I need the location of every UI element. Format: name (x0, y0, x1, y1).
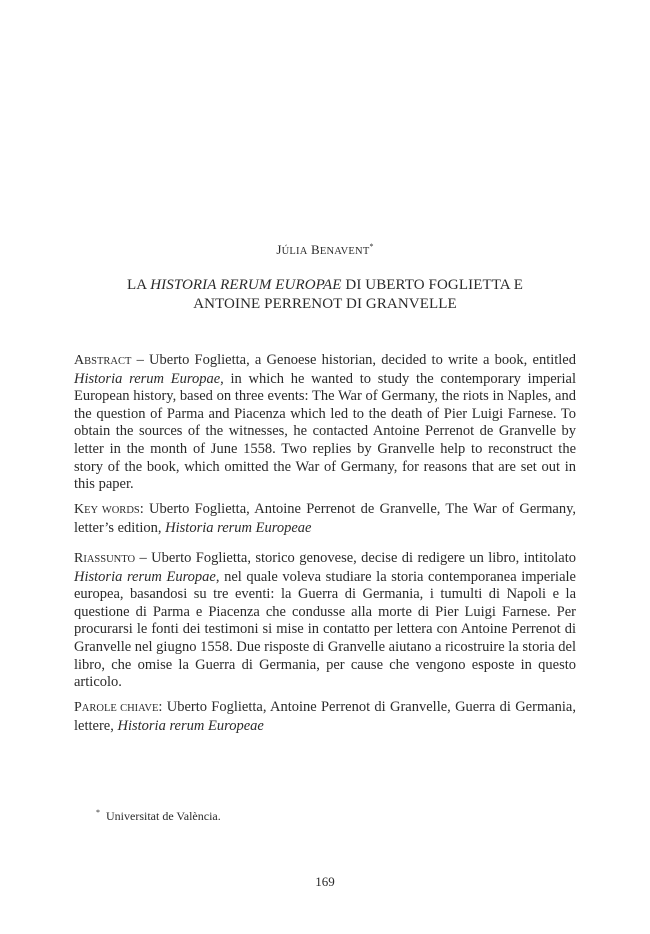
keywords-paragraph: KEY WORDS: Uberto Foglietta, Antoine Perrenot de Granvelle, The War of Germany, letter’s edition, Historia rerum Europeae (74, 501, 577, 536)
riassunto-paragraph: RIASSUNTO – Uberto Foglietta, storico genovese, decise di redigere un libro, intitolato Historia rerum Europae, nel quale voleva studiare la storia contemporanea imperiale europea, basandosi su tre eventi: la Guerra di Germania, i tumulti di Napoli e la questione di Parma e Piacenza che condusse alla morte di Pier Luigi Farnese. Per procurarsi le fonti dei testimoni si mise in contatto per lettera con Antoine Perrenot di Granvelle nel giugno 1558. Due risposte di Granvelle aiutano a ricostruire la storia del libro, che omise la Guerra di Germania, per cause che vengono esposte in questo articolo. (74, 550, 576, 691)
page-number: 169 (315, 874, 335, 889)
footnote-marker: * (96, 808, 100, 817)
abstract-paragraph: ABSTRACT – Uberto Foglietta, a Genoese historian, decided to write a book, entitled Historia rerum Europae, in which he wanted to study the contemporary imperial European history, based on three events: The War of Germany, the riots in Naples, and the question of Parma and Piacenza which led to the death of Pier Luigi Farnese. To obtain the sources of the witnesses, he contacted Antoine Perrenot de Granvelle by letter in the month of June 1558. Two replies by Granvelle help to reconstruct the story of the book, which omitted the War of Germany, for reasons that are set out in this paper. (74, 352, 576, 493)
parole-chiave-label: PAROLE CHIAVE (74, 700, 159, 715)
riassunto-label: RIASSUNTO (74, 551, 136, 566)
parole-chiave-paragraph: PAROLE CHIAVE: Uberto Foglietta, Antoine Perrenot di Granvelle, Guerra di Germania, lettere, Historia rerum Europeae (74, 699, 576, 734)
author-name: JÚLIA BENAVENT* (276, 242, 374, 257)
paper-title (80, 276, 570, 314)
footnote (96, 808, 221, 824)
author-footnote-marker: * (369, 242, 374, 251)
title-line-1: LA HISTORIA RERUM EUROPAE DI UBERTO FOGLIETTA E (126, 277, 524, 293)
keywords-label: KEY WORDS (74, 502, 140, 517)
title-line-2: ANTOINE PERRENOT DI GRANVELLE (193, 296, 457, 312)
footnote-text: Universitat de València. (106, 809, 221, 823)
abstract-label: ABSTRACT (74, 353, 132, 368)
